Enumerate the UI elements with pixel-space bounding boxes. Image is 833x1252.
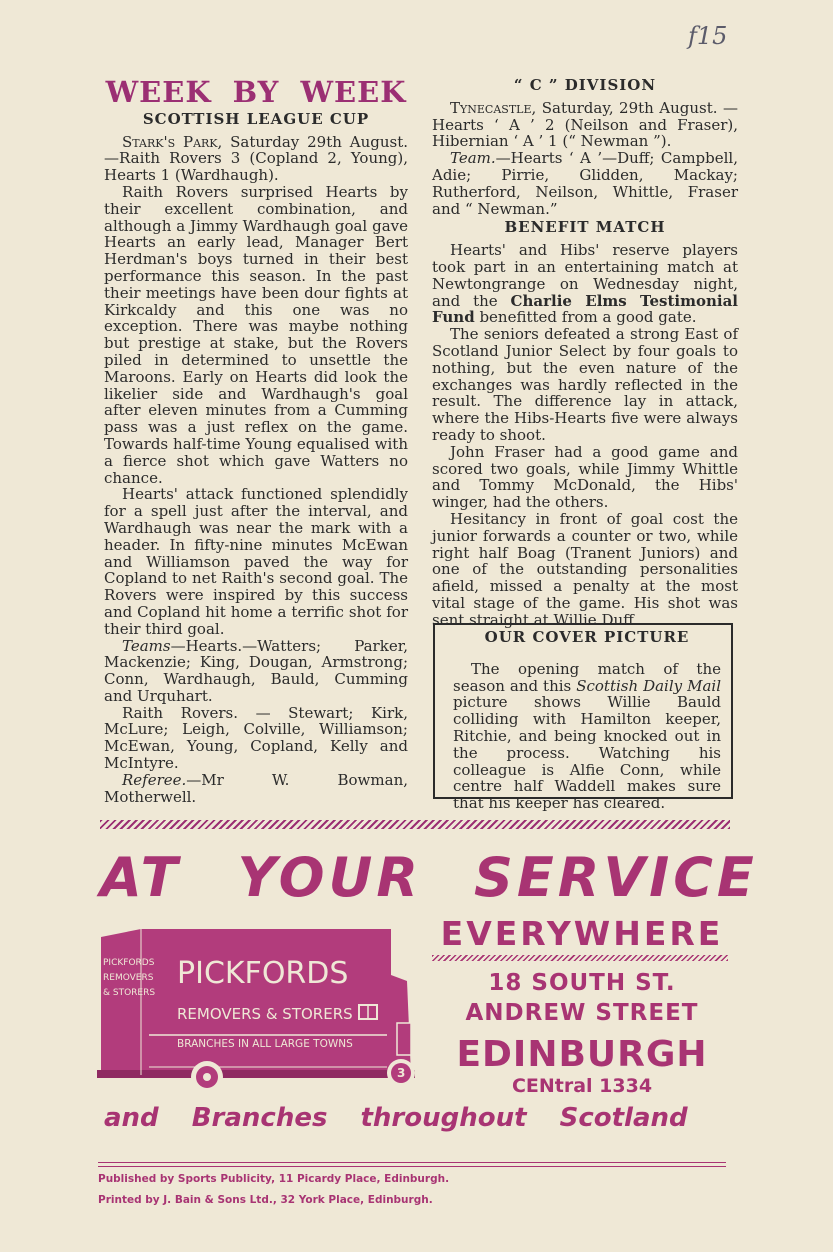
handwritten-note: f15: [688, 22, 728, 50]
wavy-rule: [432, 955, 728, 961]
van-brand-name: PICKFORDS: [177, 956, 349, 991]
c-division-venue: Tynecastle: [450, 98, 532, 117]
testimonial-fund-name: Charlie Elms Testimonial Fund: [432, 291, 738, 327]
van-side-2: REMOVERS: [103, 973, 154, 983]
ad-city: EDINBURGH: [456, 1034, 708, 1075]
masthead-title: WEEK BY WEEK: [105, 75, 407, 109]
ad-headline-word-2: YOUR: [237, 846, 422, 909]
benefit-para-2: The seniors defeated a strong East of Scotland Junior Select by four goals to nothing, but the even nature of the exchanges was hardly reflected in the result. The difference lay in attack, where the Hibs-Hearts five were always ready to shoot.: [432, 325, 738, 444]
ad-address-line-1: 18 SOUTH ST.: [488, 970, 676, 996]
teams-label: Teams: [122, 636, 171, 655]
printer-imprint: Printed by J. Bain & Sons Ltd., 32 York Place, Edinburgh.: [98, 1194, 433, 1206]
benefit-para-1: [432, 242, 738, 326]
zigzag-divider: [100, 820, 730, 829]
benefit-para-4: Hesitancy in front of goal cost the junior forwards a counter or two, while right half Boag (Tranent Juniors) and one of the outstanding personalities afield, missed a penalty at the most vital stage of the game. His shot was sent straight at Willie Duff.: [432, 509, 738, 629]
c-division-team: [432, 150, 738, 217]
ad-branches-tagline: and Branches throughout Scotland: [104, 1103, 688, 1133]
referee-name: —Mr W. Bowman, Motherwell.: [104, 770, 408, 806]
team-label: Team.: [450, 149, 496, 168]
ad-phone: CENtral 1334: [511, 1075, 653, 1097]
league-cup-para-1: Raith Rovers surprised Hearts by their excellent combination, and although a Jimmy Wardhaugh goal gave Hearts an early lead, Manager Bert Herdman's boys turned in their best performance this season. In the past their meetings have been dour fights at Kirkcaldy and this one was no exception. There was maybe nothing but prestige at stake, but the Rovers piled in determined to unsettle the Maroons. Early on Hearts did look the likelier side and Wardhaugh's goal after eleven minutes from a Cumming pass was a just reflex on the game. Towards half-time Young equalised with a fierce shot which gave Watters no chance.: [104, 182, 408, 487]
footer-rule-bottom: [98, 1166, 726, 1167]
league-cup-para-2: Hearts' attack functioned splendidly for a spell just after the interval, and Wardhaugh was near the mark with a header. In fifty-nine minutes McEwan and Williamson paved the way for Copland to net Raith's second goal. The Rovers were inspired by this success and Copland hit home a terrific shot for their third goal.: [104, 485, 408, 638]
cover-text-b: picture shows Willie Bauld colliding with Hamilton keeper, Ritchie, and being knocked out in the process. Watching his colleague is Alfie Conn, while centre half Waddell makes sure that his keeper has cleared.: [453, 693, 721, 813]
ad-address-line-2: ANDREW STREET: [465, 1000, 699, 1026]
van-side-3: & STORERS: [103, 988, 156, 998]
league-cup-teams-hearts: [104, 638, 408, 705]
publisher-imprint: Published by Sports Publicity, 11 Picardy Place, Edinburgh.: [98, 1173, 450, 1185]
cover-text-a: The opening match of the season and this: [453, 659, 721, 695]
removal-van-illustration: [97, 925, 417, 1093]
league-cup-score: , Saturday 29th August. —Raith Rovers 3 (Copland 2, Young), Hearts 1 (Wardhaugh).: [104, 132, 408, 185]
league-cup-referee: [104, 772, 408, 806]
ad-headline-word-3: SERVICE: [473, 846, 758, 909]
van-line-2: BRANCHES IN ALL LARGE TOWNS: [177, 1038, 353, 1050]
right-column: [432, 75, 738, 629]
c-division-lineup: —Hearts ‘ A ’—Duff; Campbell, Adie; Pirrie, Glidden, Mackay; Rutherford, Neilson, Whittle, Fraser and “ Newman.”: [432, 149, 738, 218]
van-line-1: REMOVERS & STORERS: [177, 1005, 353, 1023]
league-cup-teams-raith: Raith Rovers. — Stewart; Kirk, McLure; Leigh, Colville, Williamson; McEwan, Young, Copland, Kelly and McIntyre.: [104, 703, 408, 773]
c-division-result: [432, 100, 738, 150]
left-column: [104, 75, 408, 806]
league-cup-heading: SCOTTISH LEAGUE CUP: [142, 109, 370, 128]
van-plate: 3: [397, 1066, 406, 1080]
league-cup-result: [104, 134, 408, 184]
cover-picture-text: [453, 661, 721, 812]
league-cup-venue: Stark's Park: [122, 132, 218, 151]
benefit-para-1-a: Hearts' and Hibs' reserve players took part in an entertaining match at Newtongrange on Wednesday night, and the: [432, 241, 738, 310]
c-division-heading: “ C ” DIVISION: [513, 76, 657, 94]
ad-everywhere: EVERYWHERE: [440, 914, 724, 953]
ad-headline-word-1: AT: [100, 846, 182, 909]
footer-rule-top: [98, 1162, 726, 1163]
benefit-para-3: John Fraser had a good game and scored two goals, while Jimmy Whittle and Tommy McDonald, the Hibs' winger, had the others.: [432, 442, 738, 512]
ad-headline: [100, 846, 758, 909]
newspaper-name: Scottish Daily Mail: [576, 676, 721, 695]
hearts-lineup: —Hearts.—Watters; Parker, Mackenzie; King, Dougan, Armstrong; Conn, Wardhaugh, Bauld, Cumming and Urquhart.: [104, 636, 408, 705]
cover-picture-box: [433, 623, 733, 813]
benefit-para-1-b: benefitted from a good gate.: [474, 308, 697, 327]
referee-label: Referee.: [122, 770, 187, 789]
cover-picture-heading: OUR COVER PICTURE: [484, 628, 690, 646]
benefit-match-heading: BENEFIT MATCH: [504, 218, 666, 237]
van-side-1: PICKFORDS: [103, 958, 155, 968]
c-division-score: , Saturday, 29th August. —Hearts ‘ A ’ 2 (Neilson and Fraser), Hibernian ‘ A ’ 1 (“ Newman ”).: [432, 98, 738, 151]
